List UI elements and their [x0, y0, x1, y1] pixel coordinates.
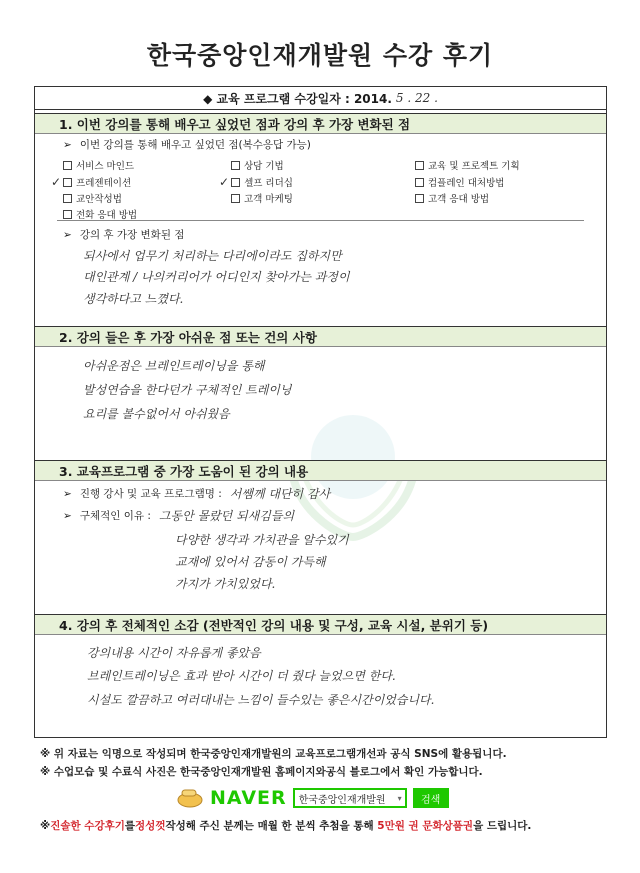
answer-line: 발성연습을 한다던가 구체적인 트레이닝 [83, 383, 292, 397]
answer-line: 생각하다고 느꼈다. [83, 292, 184, 306]
section2-heading: 2. 강의 들은 후 가장 아쉬운 점 또는 건의 사항 [35, 326, 606, 347]
search-value: 한국중앙인재개발원 [298, 794, 386, 806]
answer-line: 되사에서 업무기 처리하는 다리에이라도 집하지만 [83, 249, 342, 263]
date-handwritten: 5 . 22 . [395, 91, 438, 105]
answer-line: 대인관계 / 나의커리어가 어디인지 찾아가는 과정이 [83, 270, 350, 284]
option-label: 교육 및 프로젝트 기획 [428, 161, 520, 172]
footer-prefix: ※ [40, 820, 51, 832]
naver-search-bar [176, 786, 449, 810]
chevron-down-icon: ▾ [397, 793, 402, 803]
option-education-planning[interactable] [415, 158, 520, 172]
answer-line: 아쉬운점은 브레인트레이닝을 통해 [83, 359, 265, 373]
date-label: ◆ 교육 프로그램 수강일자 : 2014. [203, 91, 392, 106]
section4-heading: 4. 강의 후 전체적인 소감 (전반적인 강의 내용 및 구성, 교육 시설, 분위기 등) [35, 614, 606, 635]
arrow-icon: ➢ [63, 138, 72, 151]
section3-item2 [63, 507, 294, 524]
option-label: 셀프 리더십 [244, 178, 293, 189]
section3-item1 [63, 485, 330, 502]
divider [57, 220, 584, 221]
answer-line: 가지가 가치있었다. [175, 577, 276, 591]
option-label: 전화 응대 방법 [76, 210, 138, 221]
page-title: 한국중앙인재개발원 수강 후기 [146, 41, 494, 70]
option-label: 고객 마케팅 [244, 194, 293, 205]
option-customer-service[interactable] [415, 191, 489, 205]
option-label: 프레젠테이션 [76, 178, 132, 189]
footer-red1: 진솔한 수강후기 [50, 820, 125, 832]
item1-label: 진행 강사 및 교육 프로그램명 : [79, 488, 222, 500]
option-label: 교안작성법 [76, 194, 122, 205]
naver-logo: NAVER [210, 787, 287, 809]
section1-sub1 [63, 137, 311, 152]
section1-sub2-label: 강의 후 가장 변화된 점 [79, 229, 185, 241]
answer-line: 다양한 생각과 가치관을 알수있기 [175, 533, 349, 547]
checkbox[interactable] [231, 161, 240, 170]
note-photos: ※ 수업모습 및 수료식 사진은 한국중앙인재개발원 홈페이지와공식 블로그에서 확인 가능합니다. [40, 766, 483, 778]
checkbox[interactable] [231, 178, 240, 187]
checkbox[interactable] [63, 210, 72, 219]
naver-search-input[interactable] [293, 788, 407, 808]
option-label: 상담 기법 [244, 161, 284, 172]
checkbox[interactable] [63, 161, 72, 170]
check-mark-icon: ✓ [51, 175, 62, 189]
answer-line: 브레인트레이닝은 효과 받아 시간이 더 줬다 늘었으면 한다. [87, 669, 396, 683]
option-complaint[interactable] [415, 175, 504, 189]
option-label: 서비스 마인드 [76, 161, 135, 172]
checkbox[interactable] [415, 194, 424, 203]
option-self-leadership[interactable] [219, 175, 293, 189]
option-presentation[interactable] [51, 175, 132, 189]
item1-answer: 서쌤께 대단히 감사 [229, 487, 331, 501]
section1-heading: 1. 이번 강의를 통해 배우고 싶었던 점과 강의 후 가장 변화된 점 [35, 113, 606, 134]
option-phone-service[interactable] [63, 207, 137, 221]
naver-search-button[interactable]: 검색 [413, 788, 449, 808]
checkbox[interactable] [63, 178, 72, 187]
checkbox[interactable] [63, 194, 72, 203]
footer-red3: 5만원 권 문화상품권 [377, 820, 474, 832]
option-label: 컴플레인 대처방법 [428, 178, 505, 189]
checkbox[interactable] [415, 161, 424, 170]
arrow-icon: ➢ [63, 228, 72, 241]
footer-note [40, 818, 531, 833]
footer-mid2: 작성해 주신 분께는 매월 한 분씩 추첨을 통해 [165, 820, 378, 832]
answer-line: 교재에 있어서 감동이 가득해 [175, 555, 326, 569]
footer-red2: 정성껏 [135, 820, 166, 832]
item2-label: 구체적인 이유 : [79, 510, 151, 522]
item2-answer: 그동안 몰랐던 되새김들의 [158, 509, 295, 523]
answer-line: 시설도 깔끔하고 여러대내는 느낌이 들수있는 좋은시간이었습니다. [87, 693, 435, 707]
option-label: 고객 응대 방법 [428, 194, 490, 205]
section1-sub2 [63, 227, 184, 242]
review-form [34, 86, 607, 738]
footer-suffix: 을 드립니다. [473, 820, 532, 832]
footer-mid1: 를 [124, 820, 136, 832]
arrow-icon: ➢ [63, 509, 72, 522]
answer-line: 요리를 볼수없어서 아쉬웠음 [83, 407, 230, 421]
option-counseling[interactable] [231, 158, 284, 172]
option-customer-marketing[interactable] [231, 191, 293, 205]
checkbox[interactable] [415, 178, 424, 187]
section3-heading: 3. 교육프로그램 중 가장 도움이 된 강의 내용 [35, 460, 606, 481]
section1-sub1-label: 이번 강의를 통해 배우고 싶었던 점(복수응답 가능) [79, 139, 311, 151]
option-lesson-plan[interactable] [63, 191, 122, 205]
arrow-icon: ➢ [63, 487, 72, 500]
check-mark-icon: ✓ [219, 175, 230, 189]
note-anonymous: ※ 위 자료는 익명으로 작성되며 한국중앙인재개발원의 교육프로그램개선과 공식 SNS에 활용됩니다. [40, 748, 507, 760]
date-row [35, 87, 606, 110]
option-service-mind[interactable] [63, 158, 134, 172]
answer-line: 강의내용 시간이 자유롭게 좋았음 [87, 646, 261, 660]
hand-pointer-icon [176, 787, 204, 809]
checkbox[interactable] [231, 194, 240, 203]
